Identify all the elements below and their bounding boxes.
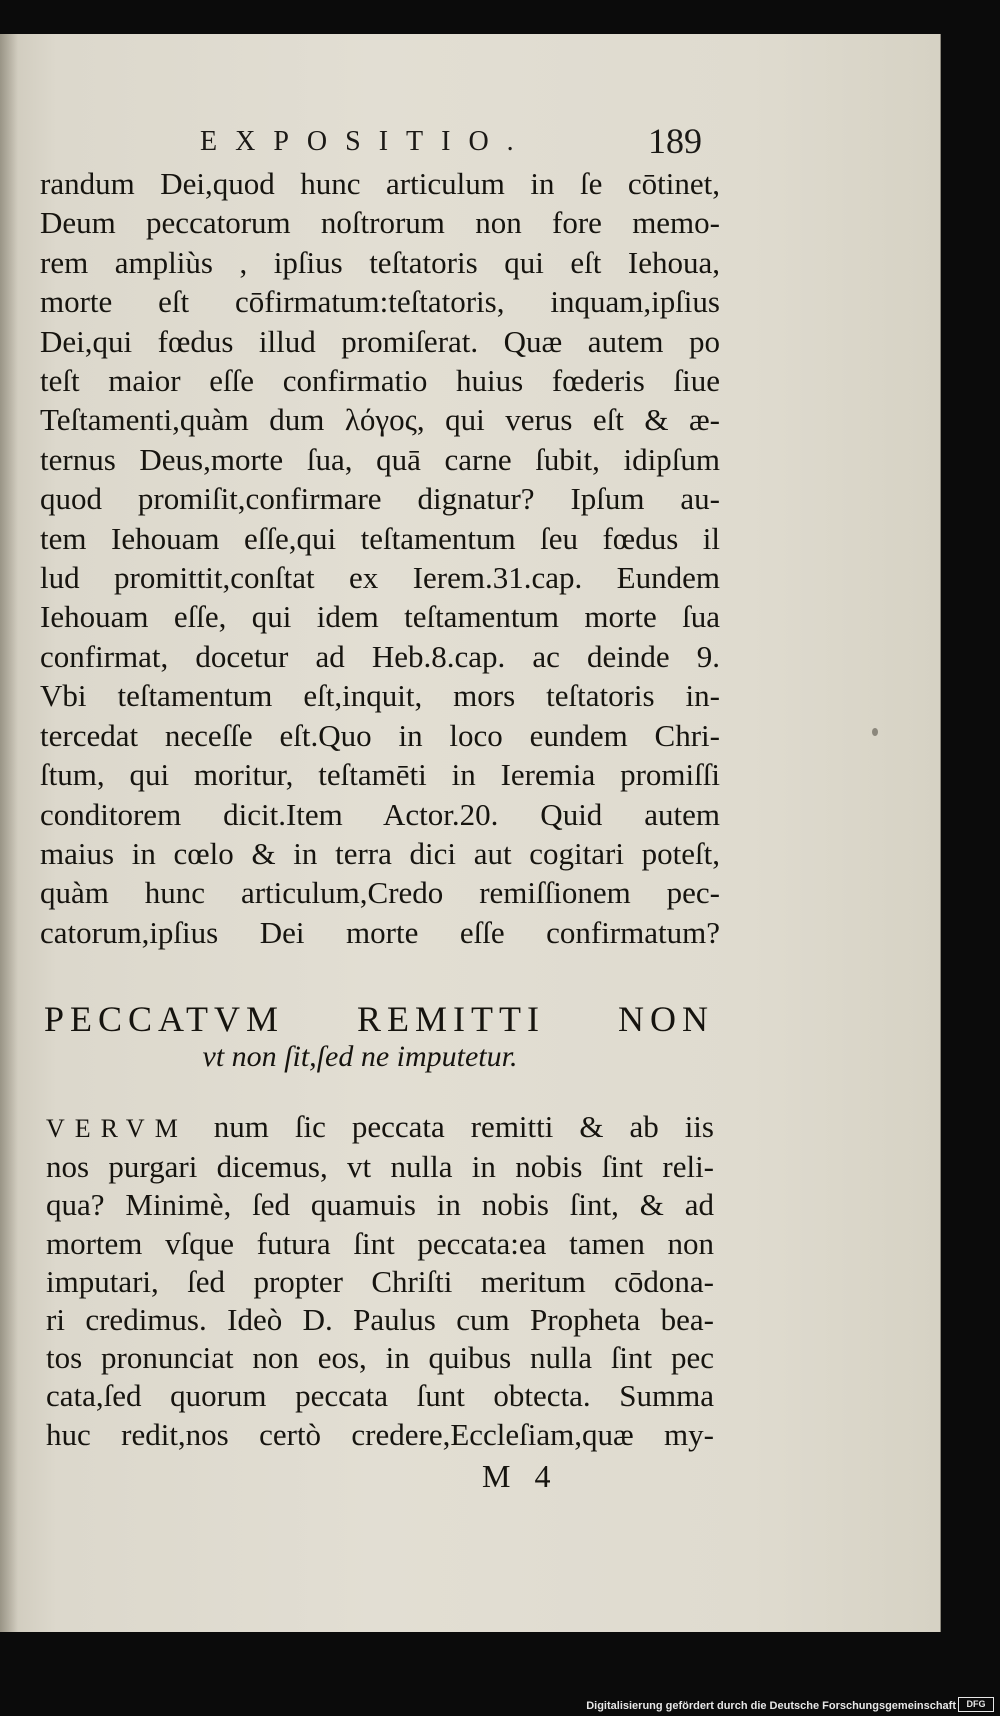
heading-word: REMITTI [357,999,545,1039]
text-line: mortem vſque futura ſint peccata:ea tamen non [46,1225,714,1261]
text-line: Iehouam eſſe, qui idem teſtamentum morte ſua [40,599,720,635]
text-line [46,1108,714,1148]
text-line: catorum,ipſius Dei morte eſſe confirmatum? [40,914,720,950]
digitization-credit: Digitalisierung gefördert durch die Deutsche Forschungsgemeinschaft [586,1700,956,1712]
text-line: nos purgari dicemus, vt nulla in nobis ſint reli- [46,1149,714,1185]
heading-word: NON [617,999,714,1039]
running-head: EXPOSITIO. [200,126,532,157]
text-line: conditorem dicit.Item Actor.20. Quid autem [40,796,720,832]
section-heading [44,998,714,1040]
text-line: rem ampliùs , ipſius teſtatoris qui eſt Iehoua, [40,244,720,280]
section-subheading: vt non ſit,ſed ne imputetur. [202,1040,518,1073]
text-line: imputari, ſed propter Chriſti meritum cōdona- [46,1263,714,1299]
text-line: confirmat, docetur ad Heb.8.cap. ac deinde 9. [40,638,720,674]
text-line: Vbi teſtamentum eſt,inquit, mors teſtatoris in- [40,678,720,714]
text-line: quod promiſit,confirmare dignatur? Ipſum au- [40,481,720,517]
text-line: Dei,qui fœdus illud promiſerat. Quæ autem po [40,323,720,359]
text-line: quàm hunc articulum,Credo remiſſionem pec- [40,875,720,911]
text-line: huc redit,nos certò credere,Eccleſiam,quæ my- [46,1416,714,1452]
text-line: Deum peccatorum noſtrorum non fore memo- [40,205,720,241]
signature-mark: M 4 [482,1458,559,1494]
dfg-logo: DFG [958,1697,994,1712]
page-number: 189 [648,121,702,161]
text-line: tos pronunciat non eos, in quibus nulla ſint pec [46,1340,714,1376]
text-line: Teſtamenti,quàm dum λόγος, qui verus eſt & æ- [40,402,720,438]
text-line: cata,ſed quorum peccata ſunt obtecta. Summa [46,1378,714,1414]
text-line: teſt maior eſſe confirmatio huius fœderis ſiue [40,363,720,399]
body-paragraph [40,164,720,952]
text-line: lud promittit,conſtat ex Ierem.31.cap. Eundem [40,560,720,596]
text-line: ſtum, qui moritur, teſtamēti in Ieremia promiſſi [40,757,720,793]
text-line: tercedat neceſſe eſt.Quo in loco eundem Chri- [40,717,720,753]
text-fragment: num ſic peccata remitti & ab iis [187,1109,714,1144]
section-paragraph [46,1108,714,1454]
text-line: tem Iehouam eſſe,qui teſtamentum ſeu fœdus il [40,520,720,556]
text-line: morte eſt cōfirmatum:teſtatoris, inquam,ipſius [40,284,720,320]
paper-speck [872,728,878,736]
heading-word: PECCATVM [44,999,285,1039]
initial-smallcaps: VERVM [46,1114,188,1143]
text-line: ternus Deus,morte ſua, quā carne ſubit, idipſum [40,441,720,477]
text-line: ri credimus. Ideò D. Paulus cum Propheta bea- [46,1302,714,1338]
text-line: qua? Minimè, ſed quamuis in nobis ſint, & ad [46,1187,714,1223]
text-line: maius in cœlo & in terra dici aut cogitari poteſt, [40,835,720,871]
book-page [0,34,941,1632]
text-line: randum Dei,quod hunc articulum in ſe cōtinet, [40,166,720,201]
